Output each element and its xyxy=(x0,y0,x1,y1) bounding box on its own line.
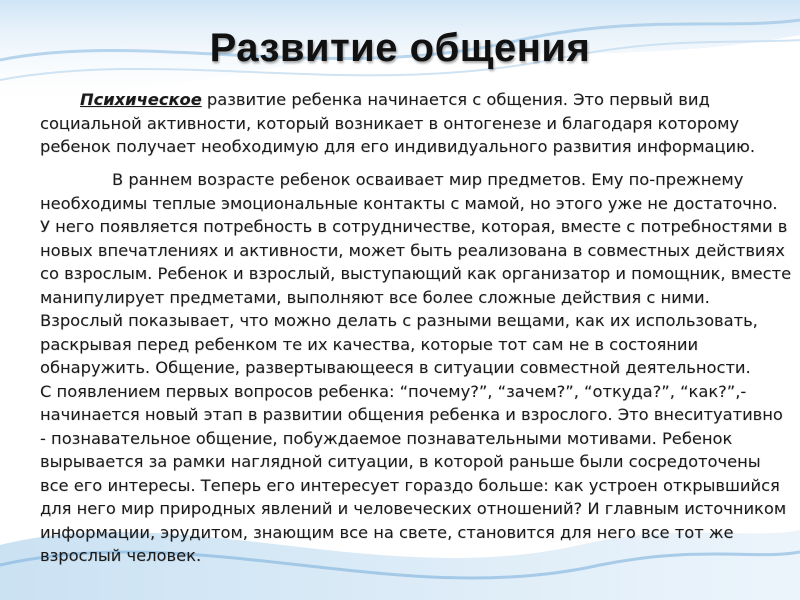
paragraph-intro xyxy=(40,88,792,159)
slide-title: Развитие общения xyxy=(209,26,591,70)
paragraph-early-age: В раннем возрасте ребенок осваивает мир предметов. Ему по-прежнему необходимы теплые эмоциональные контакты с мамой, но этого уже не достаточно. У него появляется потребность в сотрудничестве, которая, вместе с потребностями в новых впечатлениях и активности, может быть реализована в совместных действиях со взрослым. Ребенок и взрослый, выступающий как организатор и помощник, вместе манипулирует предметами, выполняют все более сложные действия с ними. Взрослый показывает, что можно делать с разными вещами, как их использовать, раскрывая перед ребенком те их качества, которые тот сам не в состоянии обнаружить. Общение, развертывающееся в ситуации совместной деятельности. xyxy=(40,170,792,377)
keyword-psychic: Психическое xyxy=(80,90,202,109)
paragraph-questions: С появлением первых вопросов ребенка: “почему?”, “зачем?”, “откуда?”, “как?”,- начинается новый этап в развитии общения ребенка и взрослого. Это внеситуативно - познавательное общение, побуждаемое познавательными мотивами. Ребенок вырывается за рамки наглядной ситуации, в которой раньше были сосредоточены все его интересы. Теперь его интересует гораздо больше: как устроен открывшийся для него мир природных явлений и человеческих отношений? И главным источником информации, эрудитом, знающим все на свете, становится для него все тот же взрослый человек. xyxy=(40,381,787,565)
paragraph-intro-text: развитие ребенка начинается с общения. Это первый вид социальной активности, который возникает в онтогенезе и благодаря которому ребенок получает необходимую для его индивидуального развития информацию. xyxy=(40,90,756,156)
body-text xyxy=(40,168,792,568)
